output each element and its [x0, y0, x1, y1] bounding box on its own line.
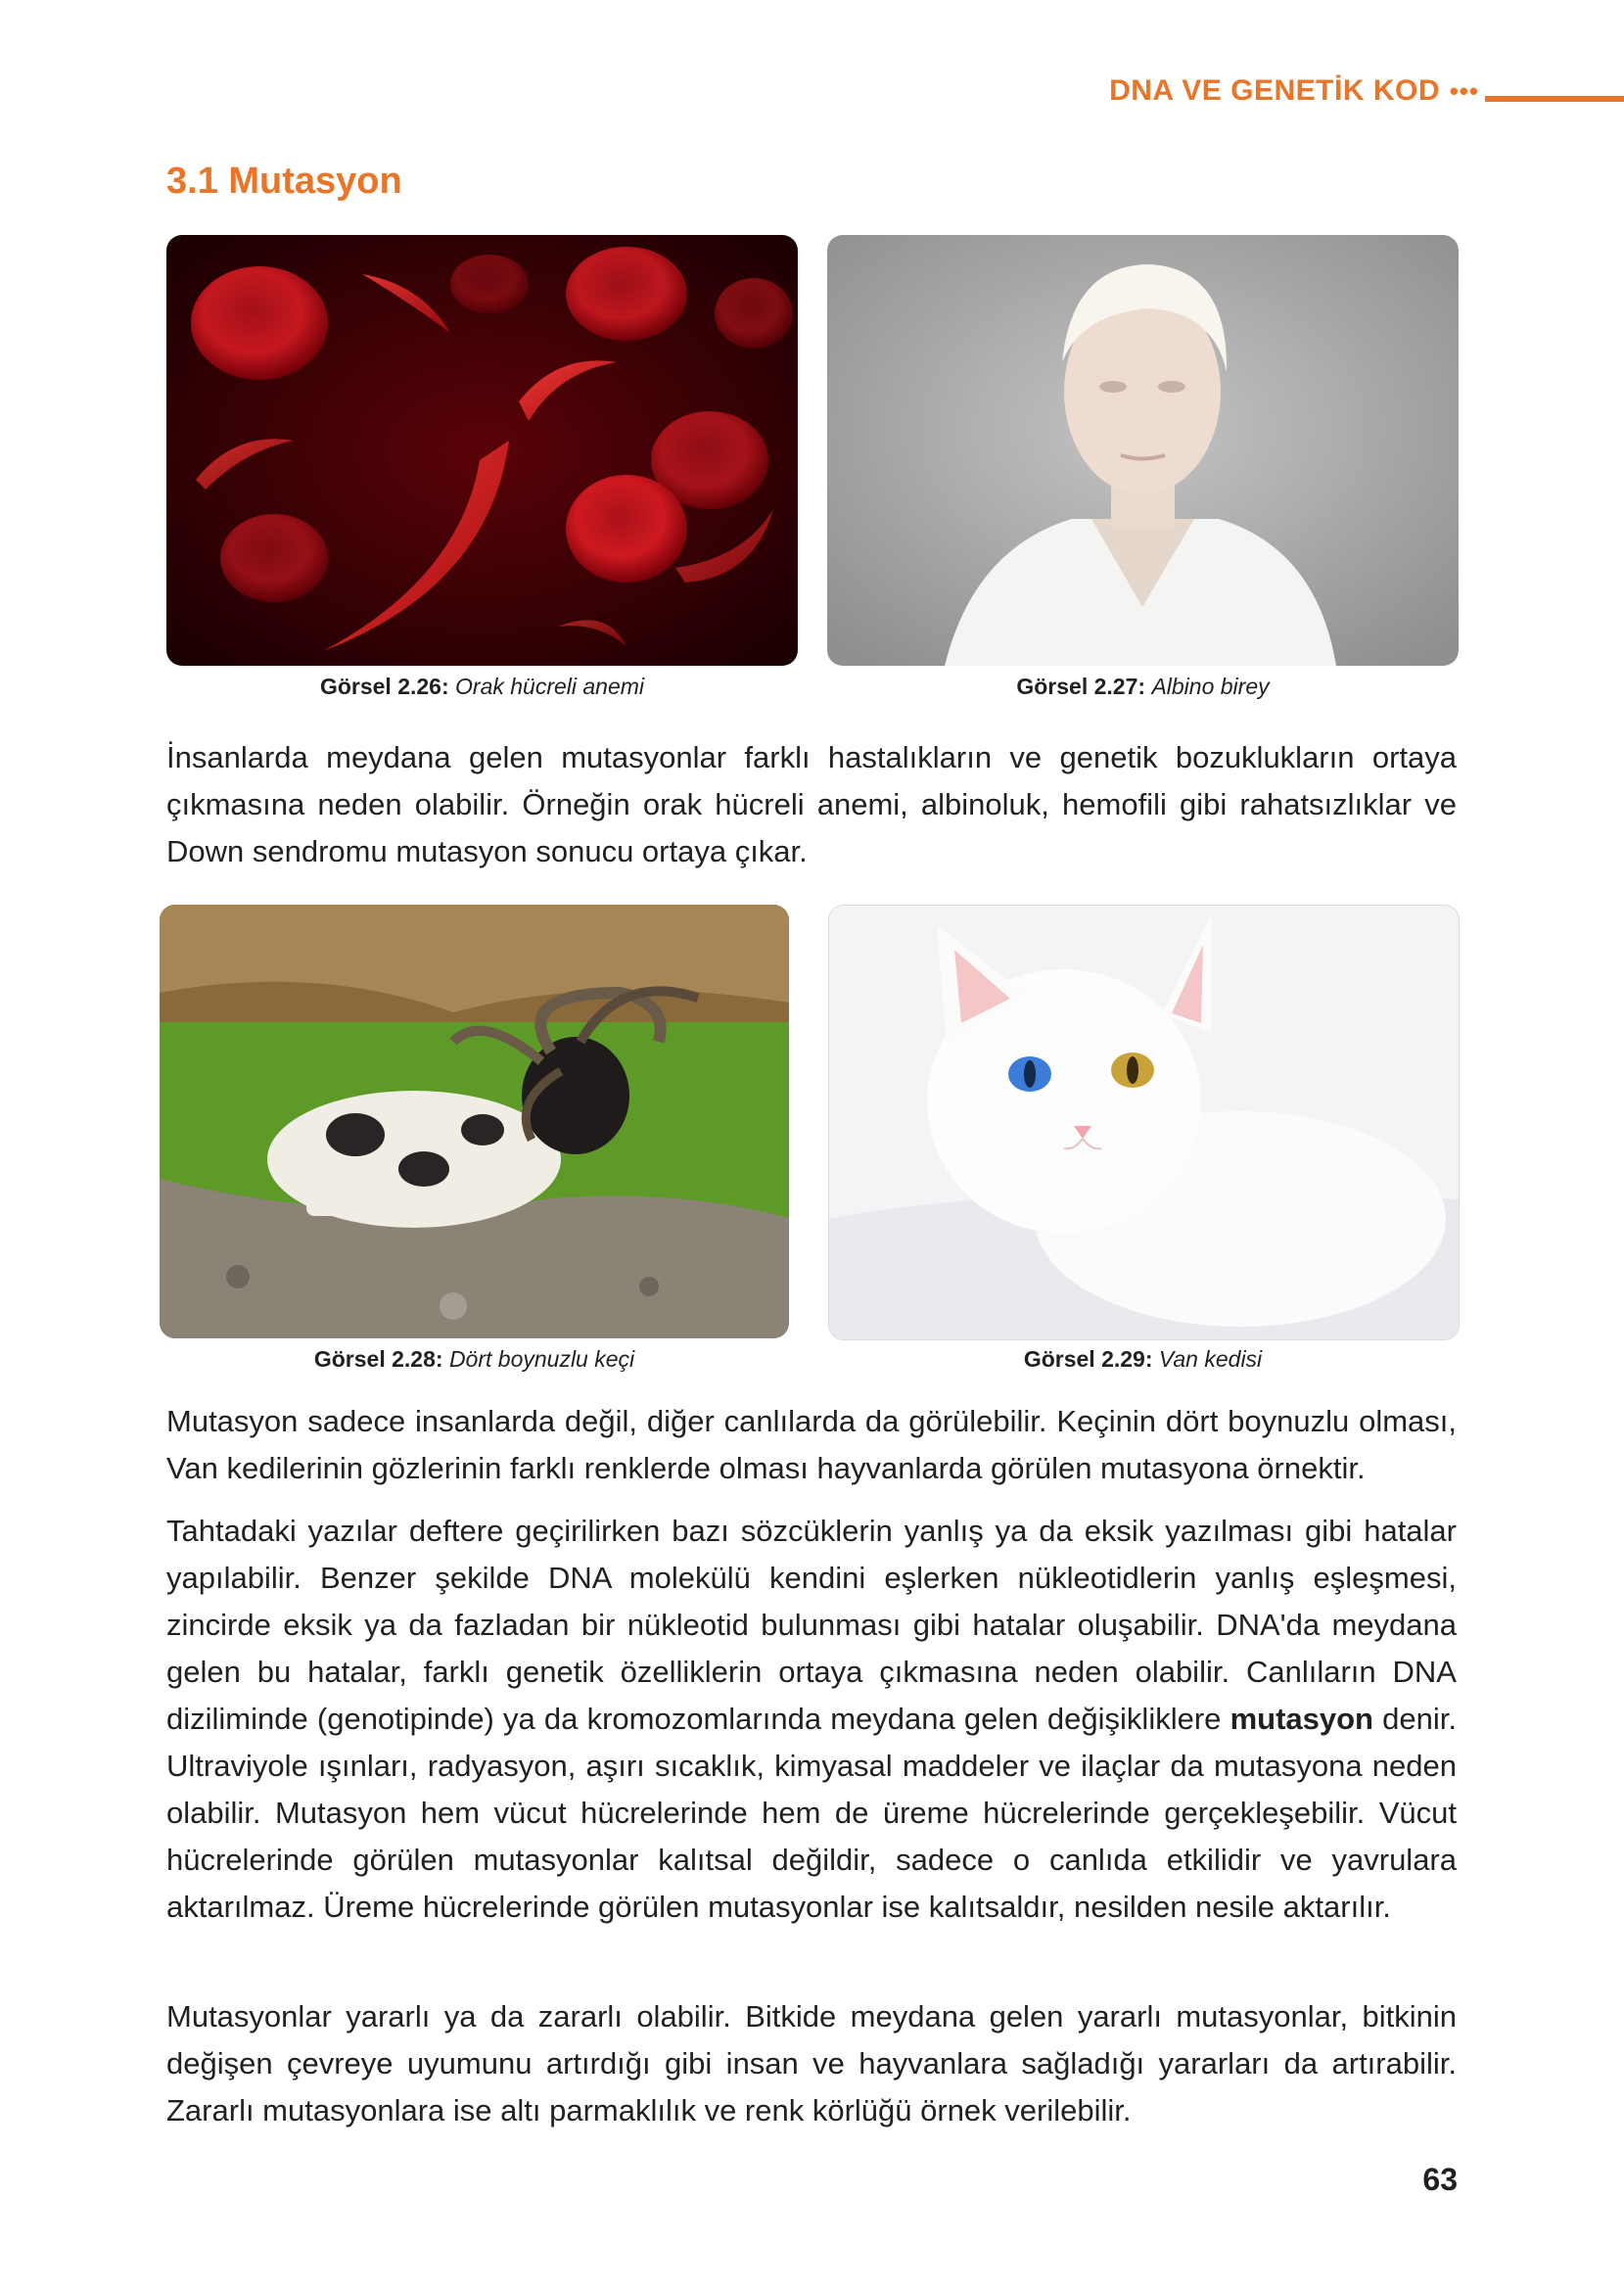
header-rule [1485, 96, 1624, 102]
paragraph-3: Tahtadaki yazılar deftere geçirilirken bazı sözcüklerin yanlış ya da eksik yazılması gibi hatalar yapılabilir. Benzer şekilde DNA molekülü kendini eşlerken nükleotidlerin yanlış eşleşmesi, zincirde eksik ya da fazladan bir nükleotid bulunması gibi hatalar oluşabilir. DNA'da meydana gelen bu hatalar, farklı genetik özelliklerin ortaya çıkmasına neden olabilir. Canlıların DNA diziliminde (genotipinde) ya da kromozomlarında meydana gelen değişikliklere mutasyon denir. Ultraviyole ışınları, radyasyon, aşırı sıcaklık, kimyasal maddeler ve ilaçlar da mutasyona neden olabilir. Mutasyon hem vücut hücrelerinde hem de üreme hücrelerinde gerçekleşebilir. Vücut hücrelerinde görülen mutasyonlar kalıtsal değildir, sadece o canlıda etkilidir ve yavrulara aktarılmaz. Üreme hücrelerinde görülen mutasyonlar ise kalıtsaldır, nesilden nesile aktarılır. [166, 1514, 1458, 1924]
section-title: 3.1 Mutasyon [166, 161, 402, 202]
sickle-cell-blood-image [166, 235, 798, 666]
figure-caption-1: Görsel 2.26: Orak hücreli anemi [319, 674, 645, 699]
paragraph-4: Mutasyonlar yararlı ya da zararlı olabilir. Bitkide meydana gelen yararlı mutasyonlar, bitkinin değişen çevreye uyumunu artırdığı gibi insan ve hayvanlara sağladığı yararları da artırabilir. Zararlı mutasyonlara ise altı parmaklılık ve renk körlüğü örnek verilebilir. [166, 1999, 1457, 2127]
running-header [1076, 74, 1624, 119]
figure-caption-2: Görsel 2.27: Albino birey [1016, 674, 1270, 699]
paragraph-1: İnsanlarda meydana gelen mutasyonlar farklı hastalıkların ve genetik bozuklukların ortaya çıkmasına neden olabilir. Örneğin orak hücreli anemi, albinoluk, hemofili gibi rahatsızlıklar ve Down sendromu mutasyon sonucu ortaya çıkar. [166, 740, 1457, 868]
header-title: DNA VE GENETİK KOD [1109, 74, 1440, 107]
albino-person-photo [827, 235, 1459, 666]
figure-caption-4: Görsel 2.29: Van kedisi [1023, 1346, 1263, 1372]
page-number: 63 [1422, 2162, 1458, 2197]
key-term-mutasyon: mutasyon [1230, 1702, 1373, 1736]
van-cat-photo [828, 905, 1460, 1340]
figure-caption-3: Görsel 2.28: Dört boynuzlu keçi [313, 1346, 635, 1372]
paragraph-2: Mutasyon sadece insanlarda değil, diğer canlılarda da görülebilir. Keçinin dört boynuzlu olması, Van kedilerinin gözlerinin farklı renklerde olması hayvanlarda görülen mutasyona örnektir. [166, 1404, 1457, 1485]
header-dots: ••• [1449, 76, 1479, 106]
four-horned-goat-photo [160, 905, 789, 1338]
